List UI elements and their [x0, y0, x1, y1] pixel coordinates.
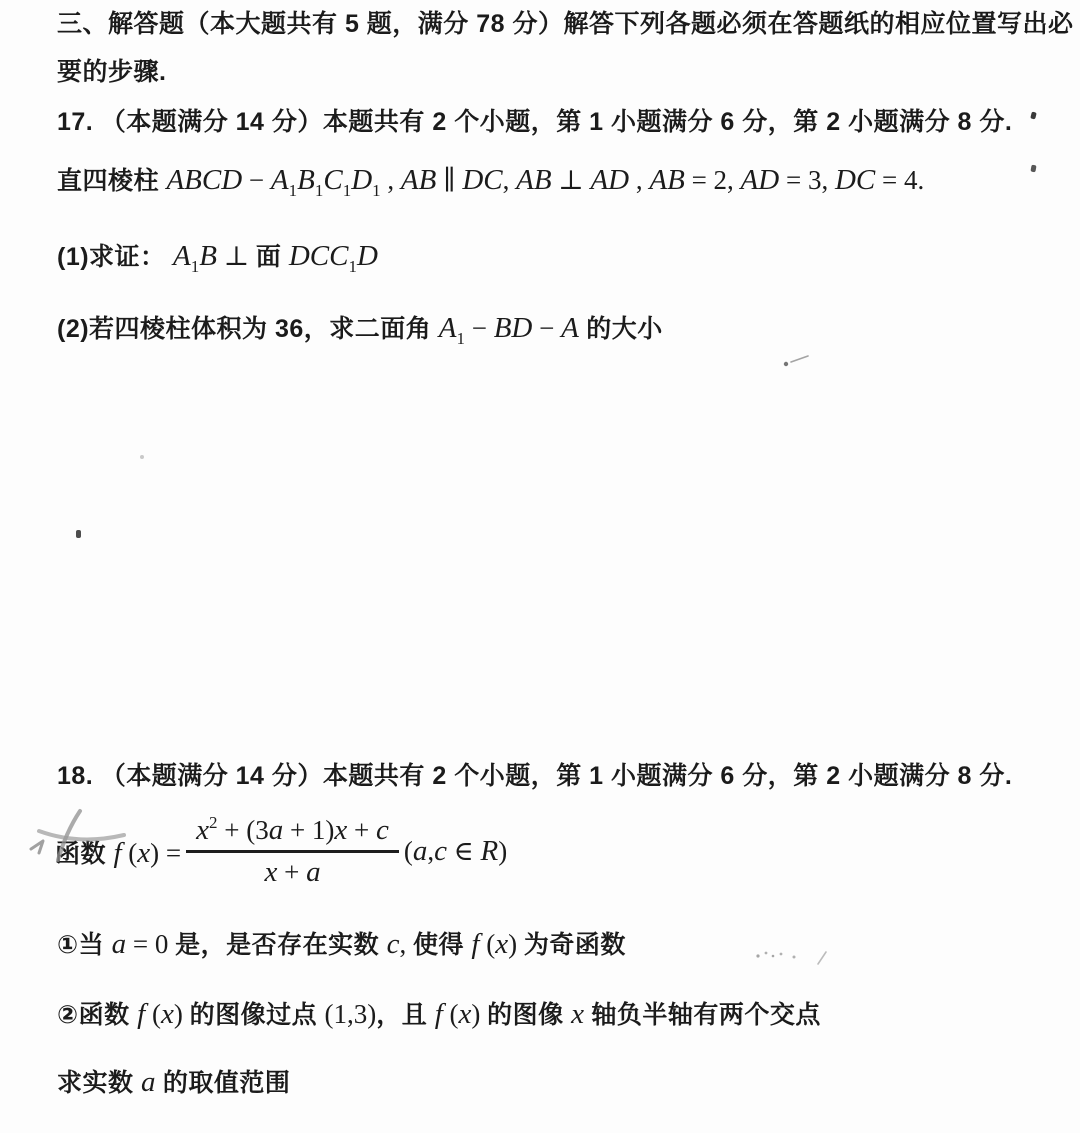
- text-seg: 的图像过点: [189, 1001, 325, 1029]
- q17-given-statement: [57, 162, 924, 203]
- text-seg: = 4.: [875, 165, 925, 195]
- formula-suffix: [404, 835, 507, 868]
- text-seg: x: [137, 836, 151, 869]
- text-seg: ,: [629, 165, 650, 195]
- text-seg: ∈: [447, 836, 481, 866]
- text-seg: (1)求证：: [57, 243, 174, 271]
- text-seg: −: [532, 313, 562, 343]
- text-seg: x: [334, 814, 348, 846]
- scan-speck: [76, 530, 81, 538]
- text-seg: f: [113, 836, 122, 869]
- text-seg: a: [140, 1066, 156, 1098]
- text-seg: 轴负半轴有两个交点: [583, 1001, 821, 1029]
- text-seg: c: [434, 835, 448, 867]
- text-seg: 的图像: [487, 1001, 572, 1029]
- text-seg: 使得: [412, 931, 472, 959]
- text-seg: a: [268, 814, 284, 846]
- text-seg: ,: [502, 165, 517, 195]
- text-seg: 1: [190, 257, 200, 276]
- text-seg: ,: [427, 836, 435, 866]
- text-seg: x: [160, 998, 174, 1030]
- q18-subquestion-1: [57, 926, 626, 967]
- text-seg: = 0: [126, 929, 176, 959]
- text-seg: C: [323, 164, 343, 196]
- text-seg: ): [498, 836, 508, 866]
- text-seg: AB: [516, 164, 552, 196]
- text-seg: DC: [834, 164, 876, 196]
- text-seg: ⊥: [551, 165, 591, 195]
- text-seg: x: [495, 928, 509, 960]
- text-seg: AB: [649, 164, 685, 196]
- text-seg: ): [173, 999, 190, 1029]
- text-seg: a: [306, 856, 321, 888]
- text-seg: = 2,: [684, 165, 741, 195]
- text-seg: 1: [348, 257, 357, 276]
- text-seg: ,: [380, 165, 401, 195]
- text-seg: x: [196, 814, 209, 846]
- text-seg: R: [480, 835, 499, 867]
- text-seg: 的大小: [578, 315, 663, 343]
- text-seg: (: [145, 999, 161, 1029]
- text-seg: 面: [255, 243, 289, 271]
- text-seg: DC: [462, 164, 503, 196]
- text-seg: + 1): [283, 815, 335, 845]
- section-heading-line2: 要的步骤.: [57, 58, 167, 86]
- text-seg: A: [173, 240, 191, 272]
- text-seg: 2: [208, 813, 218, 832]
- pencil-scribble-artifact: [26, 808, 130, 870]
- q17-part2: [57, 310, 663, 351]
- text-seg: B: [199, 240, 217, 272]
- text-seg: A: [561, 312, 579, 344]
- text-seg: ，且: [376, 1001, 435, 1029]
- text-seg: f: [434, 998, 443, 1030]
- text-seg: 的取值范围: [155, 1069, 291, 1097]
- text-seg: 求实数: [57, 1069, 141, 1097]
- text-seg: B: [297, 164, 315, 196]
- text-seg: +: [277, 857, 307, 887]
- q18-subquestion-2: [57, 996, 821, 1037]
- text-seg: 是，是否存在实数: [175, 931, 387, 959]
- q18-closing-line: [57, 1064, 290, 1105]
- fraction: [186, 814, 399, 889]
- fraction-denominator: [264, 853, 320, 889]
- section-heading-line1: 三、解答题（本大题共有 5 题，满分 78 分）解答下列各题必须在答题纸的相应位置写出必: [57, 10, 1074, 38]
- text-seg: (: [121, 837, 138, 868]
- text-seg: A: [270, 164, 289, 196]
- text-seg: D: [356, 240, 378, 272]
- text-seg: 1: [456, 329, 465, 348]
- q18-header: 18. （本题满分 14 分）本题共有 2 个小题，第 1 小题满分 6 分，第 2 小题满分 8 分.: [57, 762, 1013, 790]
- fraction-numerator: [186, 814, 399, 853]
- text-seg: 1: [342, 181, 352, 200]
- text-seg: c: [386, 928, 400, 960]
- text-seg: a: [111, 928, 127, 960]
- scan-speck: [140, 455, 144, 459]
- scan-speck: [1030, 111, 1037, 119]
- text-seg: x: [458, 998, 472, 1030]
- text-seg: +: [347, 815, 377, 845]
- text-seg: A: [438, 312, 457, 344]
- text-seg: D: [351, 164, 373, 196]
- text-seg: 1: [288, 181, 298, 200]
- q17-header: 17. （本题满分 14 分）本题共有 2 个小题，第 1 小题满分 6 分，第 2 小题满分 8 分.: [57, 108, 1013, 136]
- text-seg: 1: [314, 181, 324, 200]
- small-dash-mark-artifact: [780, 352, 816, 370]
- text-seg: x: [571, 998, 584, 1030]
- text-seg: (: [403, 836, 413, 866]
- text-seg: −: [464, 313, 494, 343]
- text-seg: 1: [372, 181, 381, 200]
- text-seg: (: [442, 999, 459, 1029]
- text-seg: = 3,: [779, 165, 835, 195]
- text-seg: (1,3): [324, 999, 377, 1029]
- text-seg: BD: [493, 312, 533, 344]
- text-seg: 为奇函数: [523, 931, 626, 959]
- text-seg: ): [508, 929, 524, 959]
- text-seg: x: [264, 856, 278, 888]
- text-seg: 直四棱柱: [57, 167, 167, 195]
- text-seg: ) =: [150, 837, 182, 868]
- text-seg: 函数: [55, 839, 114, 868]
- text-seg: ): [471, 999, 488, 1029]
- text-seg: ∥: [436, 165, 463, 195]
- text-seg: ⊥: [216, 241, 256, 271]
- text-seg: −: [242, 165, 271, 195]
- q17-part1: [57, 238, 378, 279]
- text-seg: (: [479, 929, 496, 959]
- text-seg: a: [412, 835, 428, 867]
- text-seg: ABCD: [166, 164, 243, 196]
- text-seg: c: [376, 814, 389, 846]
- text-seg: ②函数: [57, 1001, 138, 1029]
- text-seg: + (3: [217, 815, 269, 845]
- text-seg: AB: [400, 164, 437, 196]
- faint-pencil-marks-artifact: [752, 940, 844, 972]
- text-seg: f: [137, 998, 146, 1030]
- text-seg: AD: [740, 164, 780, 196]
- text-seg: ①当: [57, 931, 112, 959]
- text-seg: f: [471, 928, 480, 960]
- text-seg: (2)若四棱柱体积为 36，求二面角: [57, 315, 439, 343]
- text-seg: DCC: [288, 240, 349, 272]
- scan-speck: [1030, 165, 1036, 173]
- text-seg: ,: [399, 929, 413, 959]
- text-seg: AD: [590, 164, 630, 196]
